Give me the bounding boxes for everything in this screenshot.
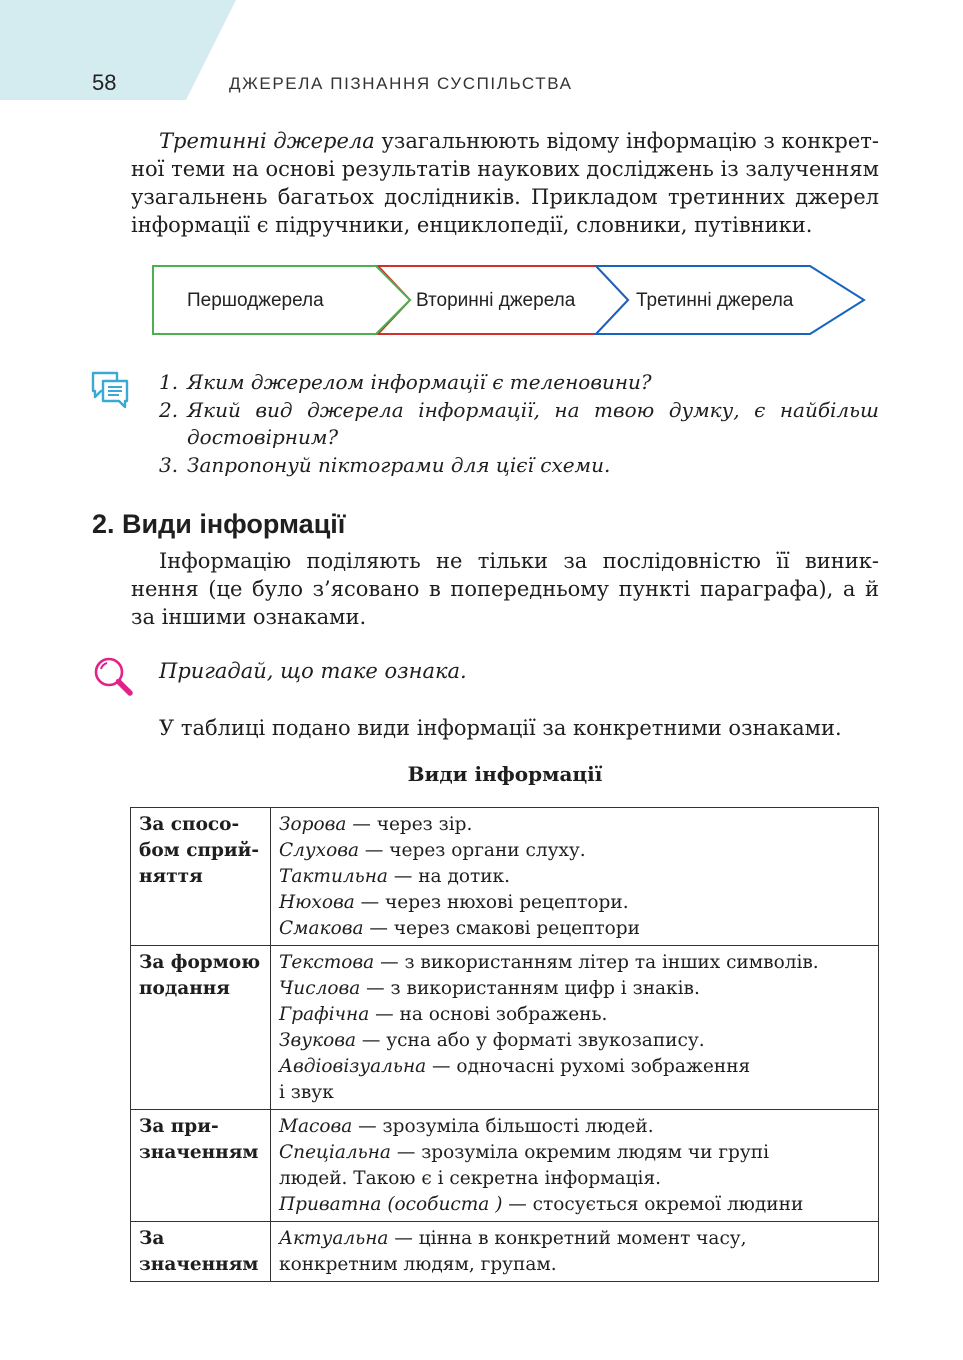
type-term: Смакова <box>279 918 364 939</box>
section-line-3: за іншими ознаками. <box>131 605 367 629</box>
question-number: 2. <box>159 397 179 422</box>
page-number: 58 <box>92 70 117 95</box>
section-paragraph <box>131 547 879 631</box>
question-text: Яким джерелом інформації є теленовини? <box>187 370 652 394</box>
intro-paragraph <box>131 127 879 239</box>
intro-line-3: узагальнень багатьох дослідників. Прикладом третинних джерел <box>131 185 879 209</box>
criterion-cell <box>131 808 271 946</box>
type-line <box>279 812 870 838</box>
question-item <box>159 452 879 480</box>
type-desc: — через нюхові рецептори. <box>354 892 629 913</box>
type-line <box>279 976 870 1002</box>
type-line <box>279 1166 870 1192</box>
table-row <box>131 808 879 946</box>
section-line-2: нення (це було з’ясовано в попередньому пункті параграфа), а й <box>131 577 879 601</box>
type-line <box>279 1192 870 1218</box>
criterion-text: За при- <box>139 1116 219 1137</box>
intro-line-1: узагальнюють відому інформацію з конкрет- <box>374 129 879 153</box>
type-line <box>279 1140 870 1166</box>
type-term: Нюхова <box>279 892 355 913</box>
type-desc: — зрозуміла більшості людей. <box>352 1116 654 1137</box>
type-desc: — одночасні рухомі зображення <box>426 1056 751 1077</box>
question-number: 1. <box>159 370 179 394</box>
type-term: Приватна (особиста ) <box>279 1194 503 1215</box>
type-term: Звукова <box>279 1030 357 1051</box>
type-line <box>279 890 870 916</box>
section-heading: 2. Види інформації <box>92 509 346 539</box>
type-line <box>279 1002 870 1028</box>
intro-line-4: інформації є підручники, енциклопедії, словники, путівники. <box>131 213 813 237</box>
table-row <box>131 1110 879 1222</box>
intro-term: Третинні джерела <box>159 129 375 153</box>
type-desc: — цінна в конкретний момент часу, <box>388 1228 747 1249</box>
type-line <box>279 1028 870 1054</box>
type-line <box>279 1080 870 1106</box>
section-line-1: Інформацію поділяють не тільки за послідовністю її виник- <box>159 549 879 573</box>
type-term: Спеціальна <box>279 1142 391 1163</box>
description-cell <box>271 1222 879 1282</box>
question-item <box>159 369 879 397</box>
criterion-cell <box>131 1110 271 1222</box>
type-term: Слухова <box>279 840 360 861</box>
section-indent <box>131 549 159 573</box>
type-line <box>279 1252 870 1278</box>
type-desc: — через зір. <box>346 814 473 835</box>
intro-indent <box>131 129 159 153</box>
magnifier-icon <box>92 655 136 699</box>
type-term: Зорова <box>279 814 347 835</box>
question-item <box>159 397 879 452</box>
type-desc: — через органи слуху. <box>359 840 586 861</box>
type-line <box>279 864 870 890</box>
type-line <box>279 1226 870 1252</box>
flow-label-primary: Першоджерела <box>187 290 324 311</box>
running-header: ДЖЕРЕЛА ПІЗНАННЯ СУСПІЛЬСТВА <box>229 74 573 93</box>
question-list <box>159 369 879 479</box>
type-line <box>279 916 870 942</box>
type-desc: і звук <box>279 1082 334 1103</box>
criterion-text: За спосо- <box>139 814 240 835</box>
recall-prompt: Пригадай, що таке ознака. <box>159 659 467 683</box>
type-desc: — зрозуміла окремим людям чи групі <box>390 1142 770 1163</box>
criterion-cell <box>131 1222 271 1282</box>
table-intro: У таблиці подано види інформації за конкретними ознаками. <box>159 716 842 740</box>
flow-label-secondary: Вторинні джерела <box>416 290 576 311</box>
question-text-cont: достовірним? <box>187 425 339 449</box>
table-row <box>131 946 879 1110</box>
question-text: Який вид джерела інформації, на твою думку, є найбільш <box>187 397 879 422</box>
type-desc: — на основі зображень. <box>369 1004 608 1025</box>
type-term: Масова <box>279 1116 353 1137</box>
type-desc: людей. Такою є і секретна інформація. <box>279 1168 662 1189</box>
table-caption: Види інформації <box>407 762 603 786</box>
type-desc: — з використанням цифр і знаків. <box>360 978 700 999</box>
type-desc: — через смакові рецептори <box>363 918 640 939</box>
type-desc: конкретним людям, групам. <box>279 1254 557 1275</box>
criterion-text: значенням <box>139 1254 259 1275</box>
type-term: Авдіовізуальна <box>279 1056 427 1077</box>
description-cell <box>271 946 879 1110</box>
type-term: Числова <box>279 978 361 999</box>
criterion-text: бом сприй- <box>139 840 260 861</box>
type-line <box>279 950 870 976</box>
type-term: Актуальна <box>279 1228 389 1249</box>
criterion-text: значенням <box>139 1142 259 1163</box>
criterion-text: За формою <box>139 952 261 973</box>
type-desc: — на дотик. <box>387 866 510 887</box>
intro-line-2: ної теми на основі результатів наукових досліджень із залученням <box>131 157 879 181</box>
corner-accent <box>0 0 240 102</box>
type-desc: — з використанням літер та інших символів. <box>374 952 819 973</box>
criterion-text: За <box>139 1228 165 1249</box>
type-term: Графічна <box>279 1004 370 1025</box>
table-row <box>131 1222 879 1282</box>
question-text: Запропонуй піктограми для цієї схеми. <box>187 452 611 477</box>
criterion-cell <box>131 946 271 1110</box>
type-line <box>279 1114 870 1140</box>
type-term: Текстова <box>279 952 375 973</box>
criterion-text: подання <box>139 978 230 999</box>
type-line <box>279 838 870 864</box>
type-line <box>279 1054 870 1080</box>
type-term: Тактильна <box>279 866 388 887</box>
type-desc: — усна або у форматі звукозапису. <box>356 1030 705 1051</box>
information-types-table <box>130 807 879 1282</box>
description-cell <box>271 808 879 946</box>
chat-bubbles-icon <box>89 369 131 411</box>
flow-label-tertiary: Третинні джерела <box>636 290 794 311</box>
criterion-text: няття <box>139 866 203 887</box>
description-cell <box>271 1110 879 1222</box>
type-desc: — стосується окремої людини <box>502 1194 804 1215</box>
question-number: 3. <box>159 452 179 477</box>
